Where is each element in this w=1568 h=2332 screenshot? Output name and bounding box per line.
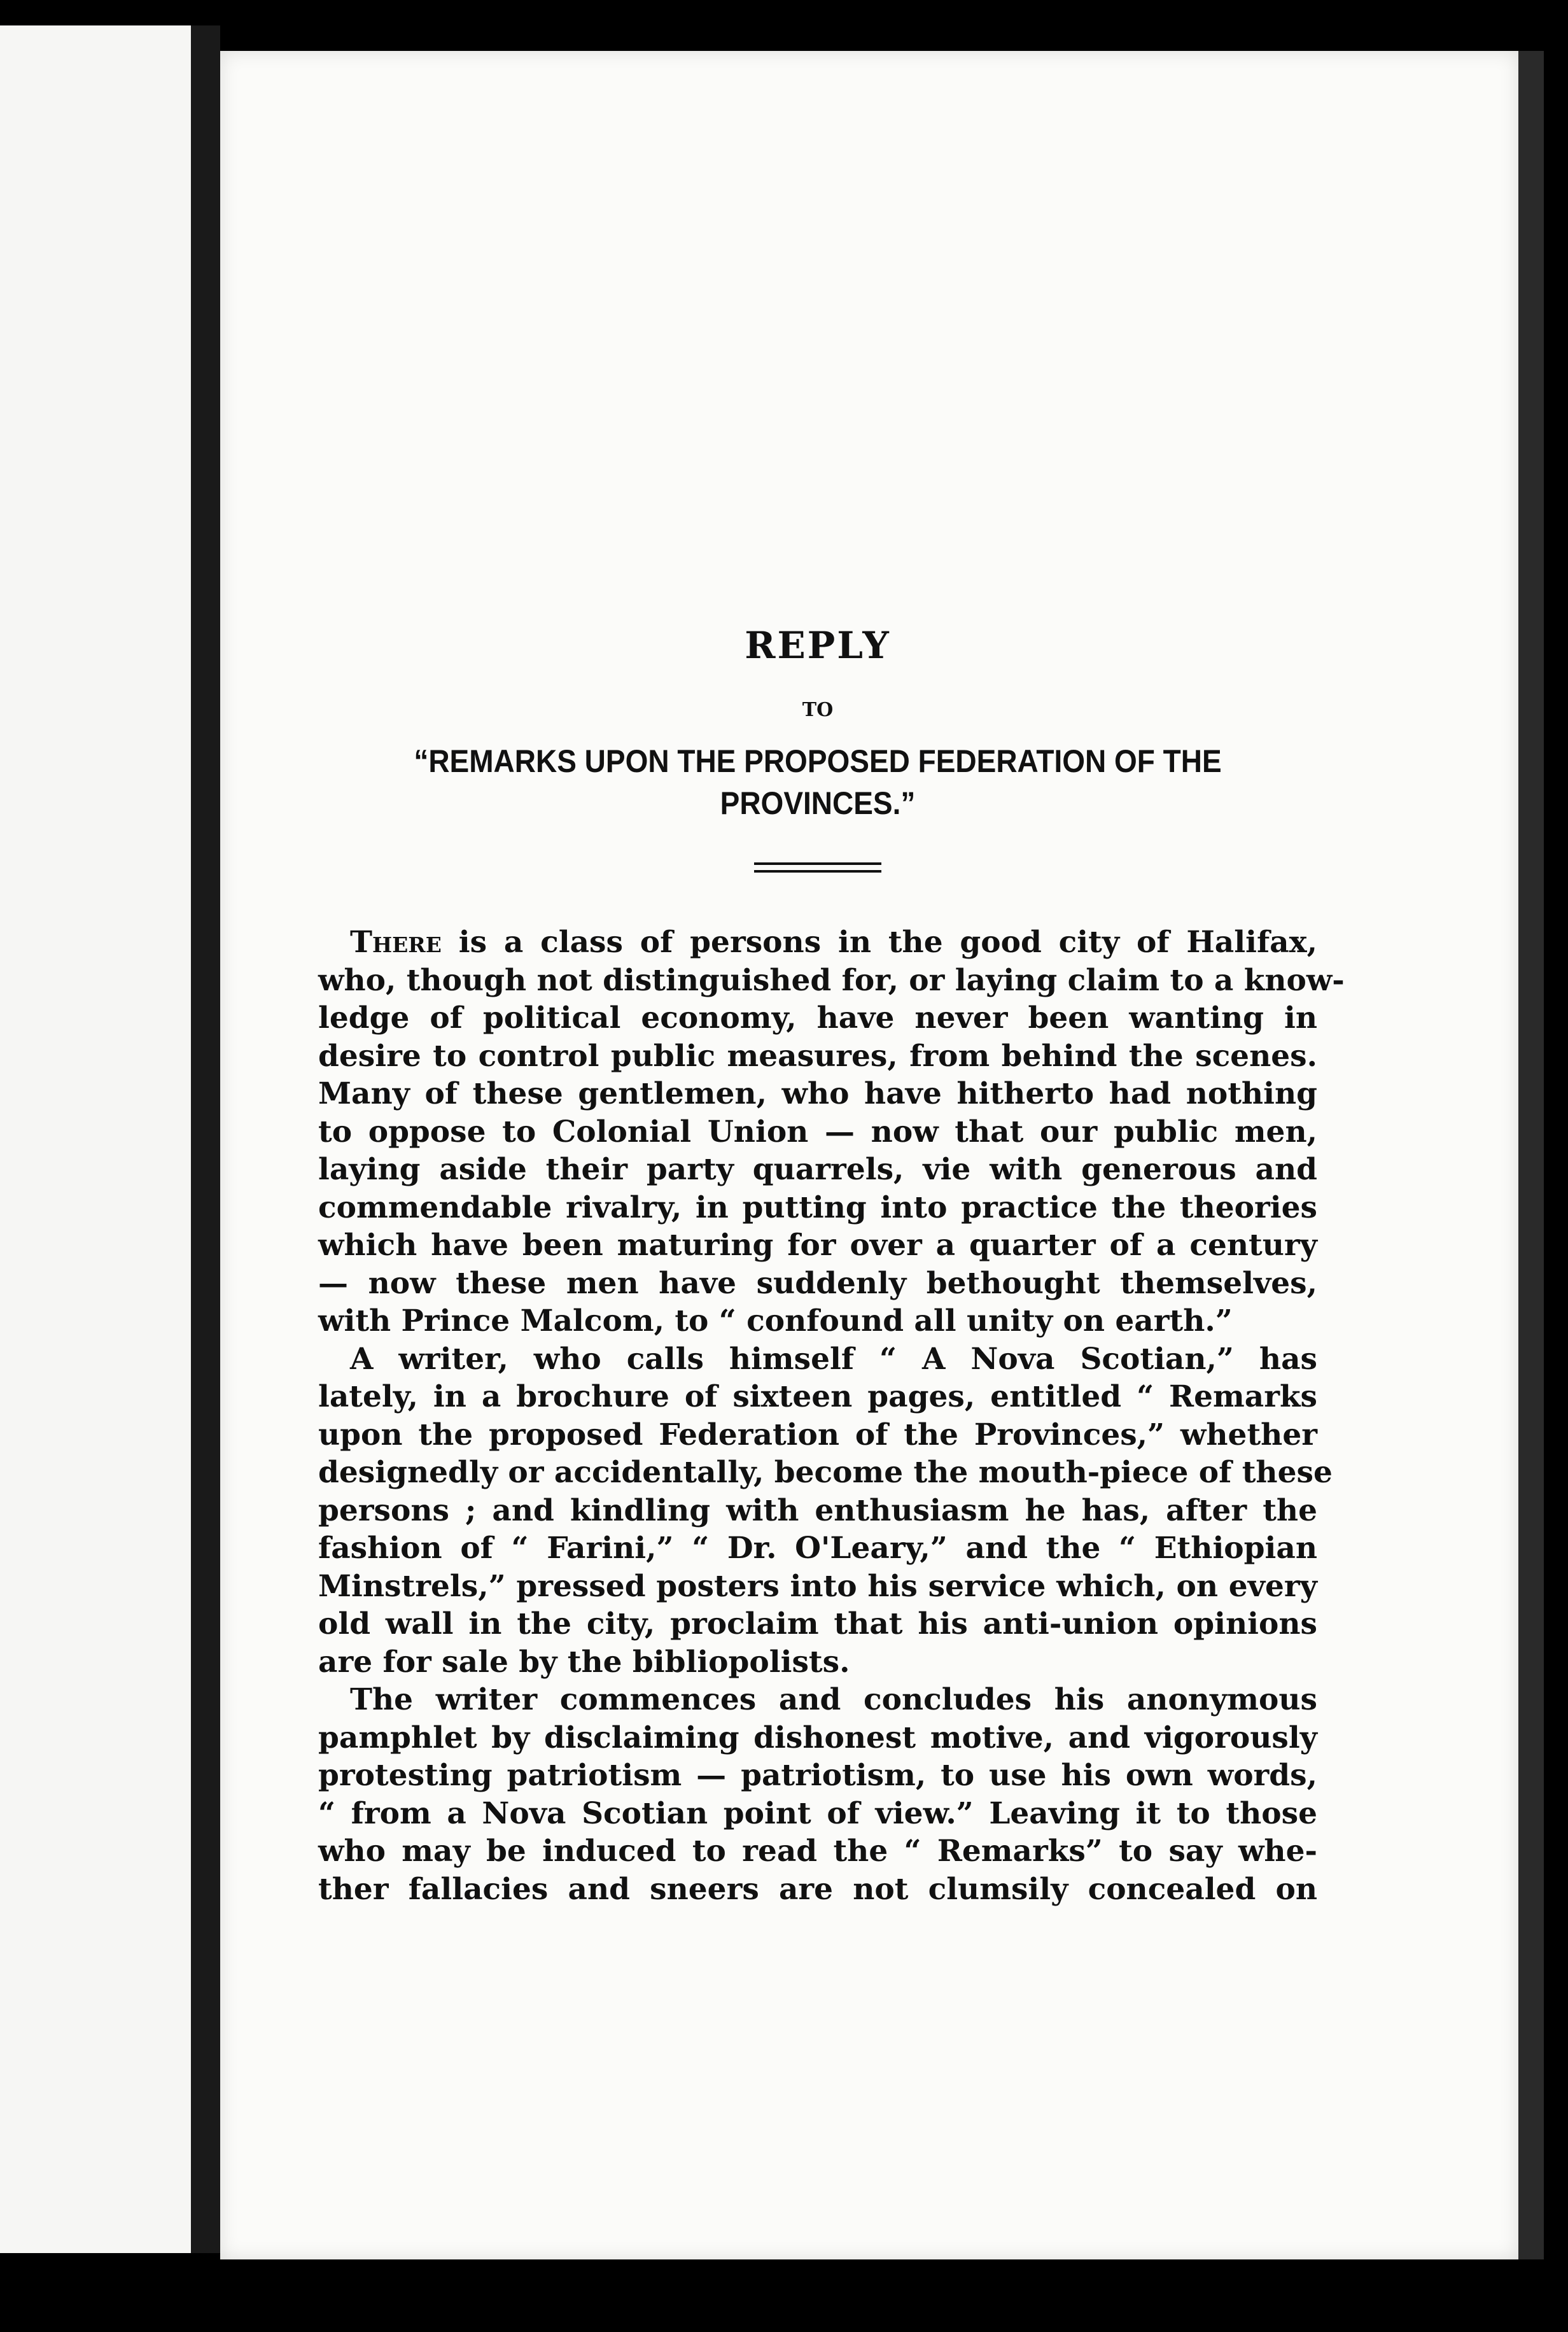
text-line: pamphlet by disclaiming dishonest motive, and vigorously [318,1720,1317,1755]
text-line [318,924,1317,962]
title-connector: TO [802,699,834,721]
text-line: Many of these gentlemen, who have hitherto had nothing [318,1076,1317,1111]
text-line: lately, in a brochure of sixteen pages, entitled “ Remarks [318,1379,1317,1414]
text-line: persons ; and kindling with enthusiasm he has, after the [318,1493,1317,1528]
rule-line [754,870,881,873]
title-rule [754,862,881,873]
text-line: who, though not distinguished for, or laying claim to a know- [318,962,1345,998]
paragraph-1 [318,924,1345,1340]
text-line: ledge of political economy, have never been wanting in [318,1001,1317,1036]
paragraph-3 [318,1681,1317,1908]
page-edge [1518,51,1544,2259]
text-line: who may be induced to read the “ Remarks” to say whe- [318,1834,1317,1869]
text-line: A writer, who calls himself “ A Nova Scotian,” has [350,1341,1317,1377]
text-line: commendable rivalry, in putting into practice the theories [318,1190,1317,1225]
paragraph-lead-word: There [350,925,442,960]
text-line: which have been maturing for over a quarter of a century [318,1228,1317,1263]
text-line: laying aside their party quarrels, vie with generous and [318,1152,1317,1187]
text-line: desire to control public measures, from behind the scenes. [318,1038,1317,1074]
facing-page [0,25,191,2253]
text-line: fashion of “ Farini,” “ Dr. O'Leary,” and the “ Ethiopian [318,1531,1317,1566]
text-line: upon the proposed Federation of the Provinces,” whether [318,1417,1317,1452]
text-line: designedly or accidentally, become the mouth-piece of these [318,1455,1333,1490]
text-line: protesting patriotism — patriotism, to use his own words, [318,1758,1317,1793]
text-line: Minstrels,” pressed posters into his service which, on every [318,1568,1317,1604]
text-line: The writer commences and concludes his anonymous [350,1682,1317,1717]
text-line: — now these men have suddenly bethought themselves, [318,1265,1317,1301]
text-line-rest: is a class of persons in the good city of Halifax, [441,925,1317,960]
text-line: to oppose to Colonial Union — now that our public men, [318,1114,1317,1149]
page-subtitle [358,740,1277,824]
body-text [318,924,1345,1908]
book-spine [191,25,220,2253]
text-line: old wall in the city, proclaim that his anti-union opinions [318,1606,1317,1641]
paragraph-2 [318,1340,1333,1682]
text-line: with Prince Malcom, to “ confound all unity on earth.” [318,1303,1233,1338]
rule-line [754,862,881,865]
text-line: ther fallacies and sneers are not clumsily concealed on [318,1871,1317,1907]
subtitle-line-1: “REMARKS UPON THE PROPOSED FEDERATION OF THE [414,743,1222,779]
text-line: are for sale by the bibliopolists. [318,1644,850,1680]
subtitle-line-2: PROVINCES.” [720,785,916,821]
page-title: REPLY [745,624,891,667]
text-line: “ from a Nova Scotian point of view.” Leaving it to those [318,1795,1317,1831]
page-content [318,624,1345,1908]
